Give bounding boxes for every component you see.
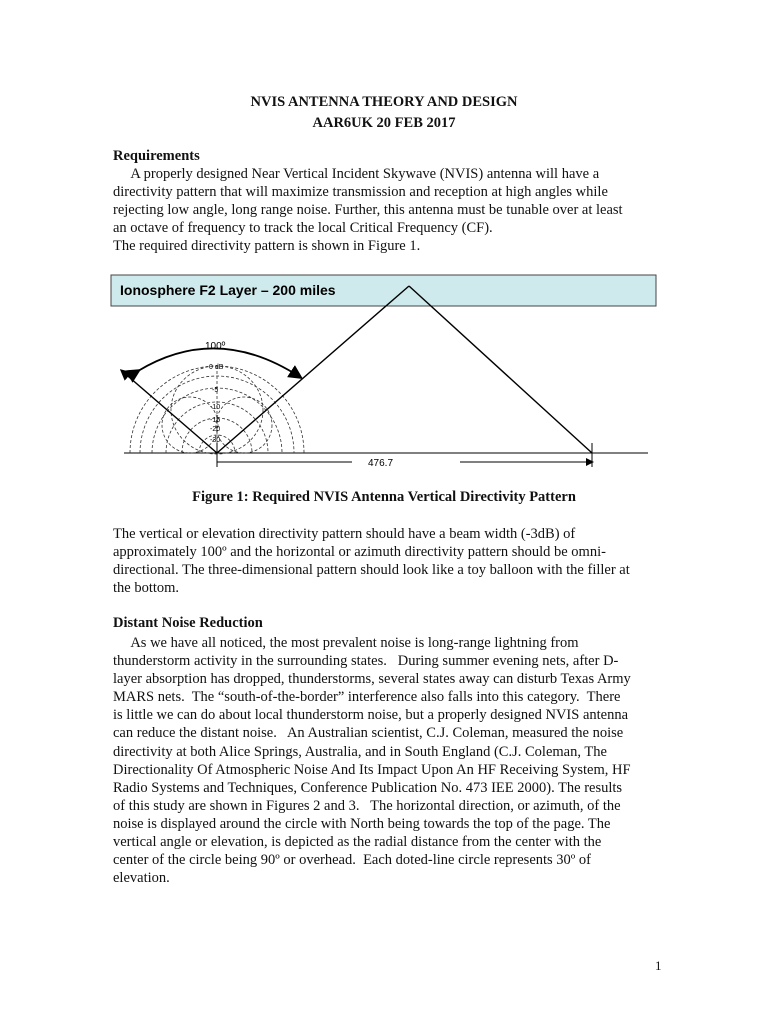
db-tick-label: -30 — [210, 437, 221, 444]
text-line: Radio Systems and Techniques, Conference Publication No. 473 IEE 2000). The results — [113, 779, 623, 796]
db-tick-label: 0 dB — [209, 364, 224, 371]
nvis-directivity-figure — [0, 265, 768, 480]
text-line: directional. The three-dimensional pattern should look like a toy balloon with the filler at — [113, 562, 630, 579]
text-line: thunderstorm activity in the surrounding states. During summer evening nets, after D- — [113, 653, 619, 670]
noise-paragraph — [113, 634, 658, 887]
text-line: center of the circle being 90º or overhead. Each doted-line circle represents 30º of — [113, 852, 592, 869]
text-line: noise is displayed around the circle with North being towards the top of the page. The — [113, 815, 611, 832]
text-line: of this study are shown in Figures 2 and 3. The horizontal direction, or azimuth, of the — [113, 797, 621, 814]
text-line: As we have all noticed, the most prevalent noise is long-range lightning from — [113, 635, 579, 651]
text-line: elevation. — [113, 870, 170, 887]
text-line: layer absorption has dropped, thunderstorms, several states away can disturb Texas Army — [113, 671, 631, 688]
document-title: NVIS ANTENNA THEORY AND DESIGN — [250, 94, 518, 110]
text-line: The vertical or elevation directivity pattern should have a beam width (-3dB) of — [113, 526, 576, 542]
document-subtitle: AAR6UK 20 FEB 2017 — [312, 115, 456, 131]
distance-label: 476.7 — [368, 458, 394, 469]
text-line: an octave of frequency to track the local Critical Frequency (CF). — [113, 220, 493, 237]
text-line: the bottom. — [113, 580, 180, 597]
beam-width-label: 100º — [205, 341, 226, 352]
requirements-heading: Requirements — [113, 148, 200, 164]
noise-heading: Distant Noise Reduction — [113, 615, 263, 631]
reflected-ray — [409, 286, 592, 453]
db-tick-label: -20 — [210, 426, 221, 433]
text-line: can reduce the distant noise. An Australian scientist, C.J. Coleman, measured the noise — [113, 725, 624, 742]
text-line: MARS nets. The “south-of-the-border” interference also falls into this category. There — [113, 689, 621, 706]
requirements-paragraph — [113, 165, 658, 255]
text-line: vertical angle or elevation, is depicted as the radial distance from the center with the — [113, 834, 602, 851]
text-line: approximately 100º and the horizontal or azimuth directivity pattern should be omni- — [113, 544, 606, 561]
db-tick-label: -5 — [212, 387, 219, 394]
figure-caption: Figure 1: Required NVIS Antenna Vertical Directivity Pattern — [192, 489, 576, 505]
page-number: 1 — [655, 958, 662, 973]
text-line: A properly designed Near Vertical Incident Skywave (NVIS) antenna will have a — [113, 166, 600, 182]
text-line: rejecting low angle, long range noise. Further, this antenna must be tunable over at least — [113, 202, 623, 219]
db-tick-label: -10 — [210, 404, 221, 411]
text-line: directivity pattern that will maximize transmission and reception at high angles while — [113, 184, 608, 201]
ionosphere-label: Ionosphere F2 Layer – 200 miles — [120, 282, 336, 298]
text-line: directivity at both Alice Springs, Australia, and in South England (C.J. Coleman, The — [113, 743, 607, 760]
text-line: The required directivity pattern is shown in Figure 1. — [113, 238, 421, 255]
beam-width-arc — [138, 348, 300, 377]
db-tick-label: -15 — [210, 417, 221, 424]
pattern-paragraph — [113, 525, 658, 597]
beam-ray-left — [122, 371, 217, 453]
text-line: Directionality Of Atmospheric Noise And Its Impact Upon An HF Receiving System, HF — [113, 761, 631, 778]
beam-ray-right — [217, 286, 409, 453]
text-line: is little we can do about local thunderstorm noise, but a properly designed NVIS antenna — [113, 707, 629, 724]
